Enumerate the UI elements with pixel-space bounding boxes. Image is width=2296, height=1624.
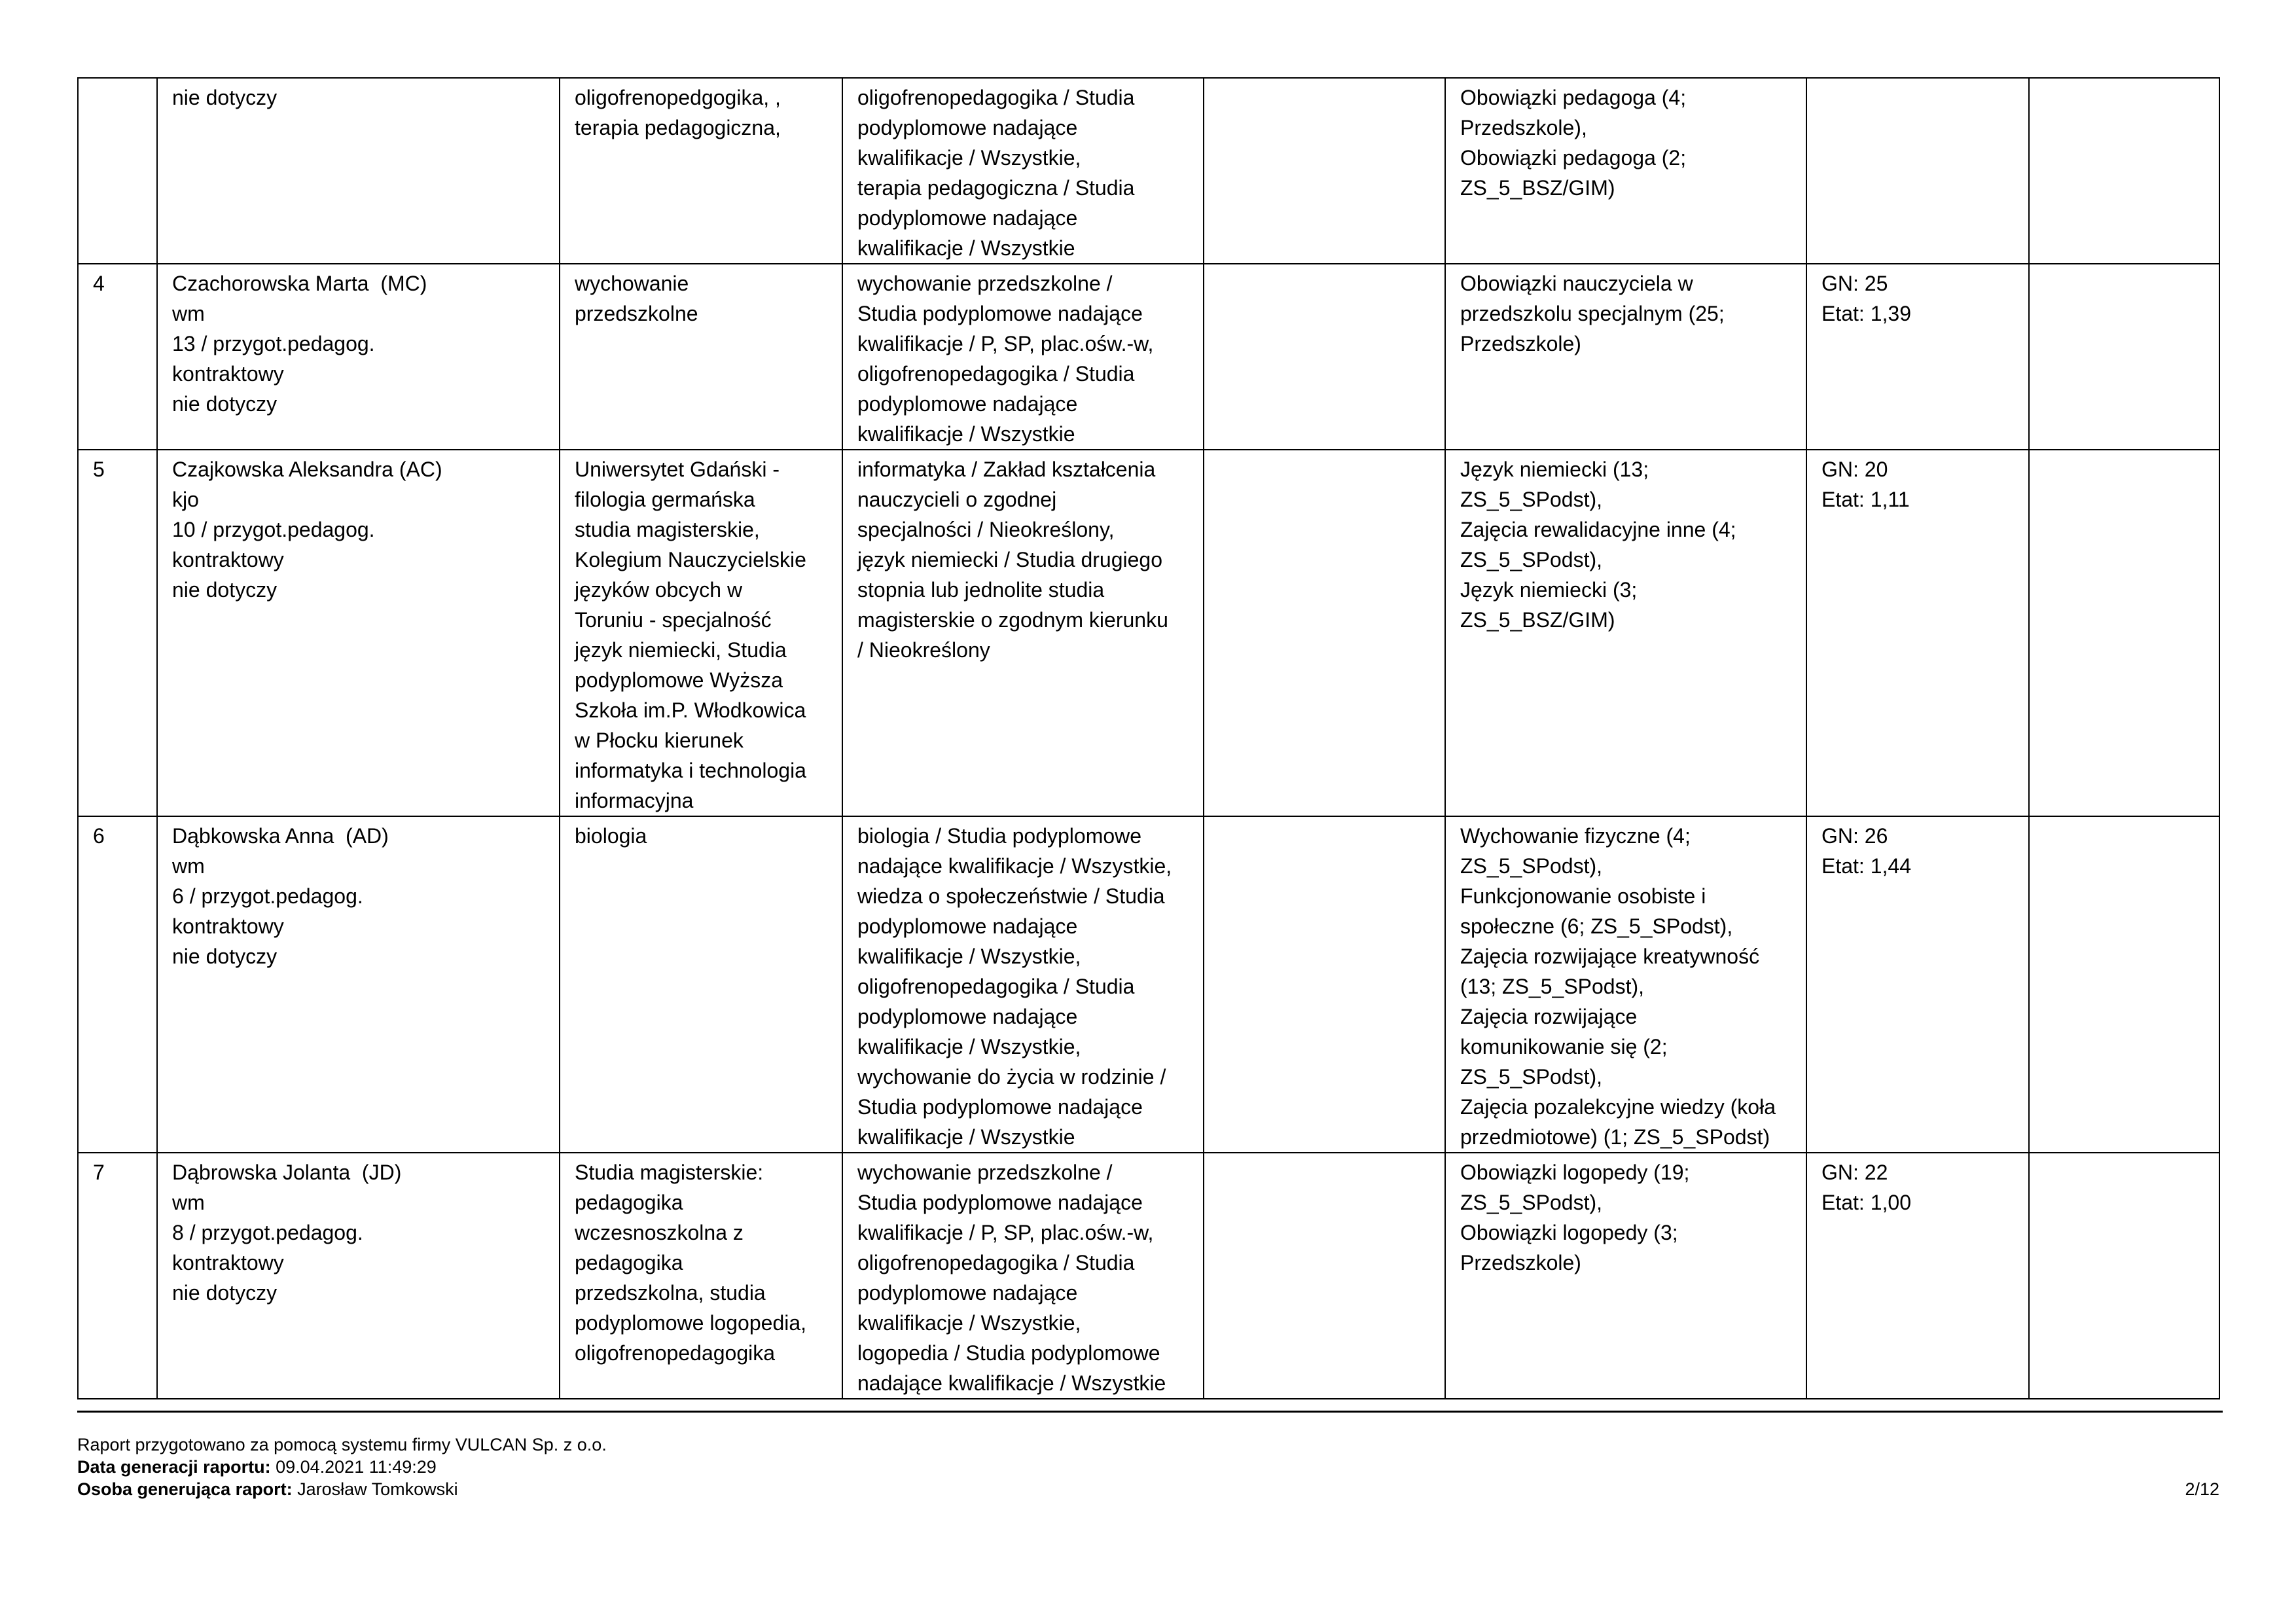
cell-number: [78, 1153, 157, 1399]
cell-number: [78, 78, 157, 264]
cell-hours: [1806, 264, 2029, 450]
cell-line: Dąbrowska Jolanta (JD): [172, 1161, 402, 1184]
cell-line: język niemiecki / Studia drugiego: [857, 548, 1163, 571]
cell-line: podyplomowe logopedia,: [575, 1311, 807, 1335]
cell-empty: [2029, 264, 2219, 450]
cell-line: kwalifikacje / Wszystkie,: [857, 146, 1081, 170]
table-body: [78, 78, 2219, 1399]
cell-line: oligofrenopedgogika, ,: [575, 86, 781, 109]
cell-empty: [2029, 450, 2219, 816]
cell-line: Obowiązki logopedy (19;: [1460, 1161, 1690, 1184]
cell-line: Szkoła im.P. Włodkowica: [575, 698, 806, 722]
cell-line: podyplomowe nadające: [857, 116, 1078, 139]
cell-line: Uniwersytet Gdański -: [575, 458, 780, 481]
cell-empty: [2029, 816, 2219, 1153]
cell-line: wychowanie: [575, 272, 689, 295]
cell-line: kwalifikacje / P, SP, plac.ośw.-w,: [857, 1221, 1154, 1244]
cell-hours: [1806, 450, 2029, 816]
cell-line: 10 / przygot.pedagog.: [172, 518, 375, 541]
cell-line: wm: [172, 1191, 205, 1214]
cell-line: informatyka i technologia: [575, 759, 806, 782]
cell-line: wychowanie przedszkolne /: [857, 272, 1113, 295]
cell-line: podyplomowe nadające: [857, 914, 1078, 938]
cell-line: przedmiotowe) (1; ZS_5_SPodst): [1460, 1125, 1770, 1149]
cell-line: Zajęcia rozwijające kreatywność: [1460, 945, 1760, 968]
table-row: [78, 1153, 2219, 1399]
cell-line: kontraktowy: [172, 362, 284, 386]
cell-line: 13 / przygot.pedagog.: [172, 332, 375, 355]
cell-qualifications: [842, 78, 1204, 264]
cell-line: Etat: 1,11: [1821, 488, 1910, 511]
report-footer: [77, 1434, 607, 1500]
footer-person-label: Osoba generująca raport:: [77, 1479, 293, 1499]
cell-line: wm: [172, 302, 205, 325]
cell-line: Obowiązki pedagoga (2;: [1460, 146, 1687, 170]
cell-line: komunikowanie się (2;: [1460, 1035, 1668, 1058]
cell-line: kwalifikacje / Wszystkie,: [857, 1311, 1081, 1335]
cell-line: Przedszkole): [1460, 1251, 1581, 1274]
cell-line: wychowanie przedszkolne /: [857, 1161, 1113, 1184]
cell-qualifications: [842, 450, 1204, 816]
cell-line: Studia podyplomowe nadające: [857, 1095, 1143, 1119]
cell-line: studia magisterskie,: [575, 518, 760, 541]
cell-teacher: [157, 264, 560, 450]
cell-line: 6 / przygot.pedagog.: [172, 884, 363, 908]
cell-line: GN: 20: [1821, 458, 1888, 481]
cell-line: podyplomowe nadające: [857, 1005, 1078, 1028]
cell-line: Obowiązki pedagoga (4;: [1460, 86, 1687, 109]
cell-line: ZS_5_BSZ/GIM): [1460, 608, 1615, 632]
cell-line: oligofrenopedagogika / Studia: [857, 1251, 1135, 1274]
cell-line: oligofrenopedagogika / Studia: [857, 362, 1135, 386]
cell-line: informatyka / Zakład kształcenia: [857, 458, 1156, 481]
footer-person-line: [77, 1478, 607, 1500]
cell-line: podyplomowe nadające: [857, 206, 1078, 230]
cell-line: nie dotyczy: [172, 86, 278, 109]
cell-line: ZS_5_SPodst),: [1460, 1191, 1602, 1214]
cell-line: GN: 26: [1821, 824, 1888, 848]
cell-line: Zajęcia pozalekcyjne wiedzy (koła: [1460, 1095, 1776, 1119]
cell-empty: [1204, 78, 1445, 264]
cell-line: kwalifikacje / Wszystkie: [857, 236, 1075, 260]
cell-line: filologia germańska: [575, 488, 755, 511]
table-row: [78, 450, 2219, 816]
cell-line: kwalifikacje / Wszystkie: [857, 1125, 1075, 1149]
cell-hours: [1806, 1153, 2029, 1399]
table-row: [78, 816, 2219, 1153]
cell-line: podyplomowe nadające: [857, 1281, 1078, 1305]
cell-line: przedszkolna, studia: [575, 1281, 766, 1305]
cell-line: Obowiązki logopedy (3;: [1460, 1221, 1678, 1244]
cell-line: ZS_5_SPodst),: [1460, 854, 1602, 878]
cell-education: [560, 78, 842, 264]
cell-line: nie dotyczy: [172, 578, 278, 602]
cell-teacher: [157, 450, 560, 816]
cell-line: kwalifikacje / P, SP, plac.ośw.-w,: [857, 332, 1154, 355]
cell-line: nadające kwalifikacje / Wszystkie,: [857, 854, 1172, 878]
cell-line: Studia magisterskie:: [575, 1161, 764, 1184]
cell-empty: [1204, 816, 1445, 1153]
cell-duties: [1445, 78, 1806, 264]
cell-line: Język niemiecki (3;: [1460, 578, 1638, 602]
cell-line: stopnia lub jednolite studia: [857, 578, 1105, 602]
row-number: 6: [93, 824, 105, 848]
footer-date-value: 09.04.2021 11:49:29: [270, 1457, 437, 1477]
cell-line: Czachorowska Marta (MC): [172, 272, 427, 295]
cell-line: ZS_5_SPodst),: [1460, 548, 1602, 571]
cell-hours: [1806, 78, 2029, 264]
cell-line: Dąbkowska Anna (AD): [172, 824, 389, 848]
cell-line: pedagogika: [575, 1251, 683, 1274]
cell-line: 8 / przygot.pedagog.: [172, 1221, 363, 1244]
cell-line: nie dotyczy: [172, 392, 278, 416]
cell-number: [78, 816, 157, 1153]
cell-line: Obowiązki nauczyciela w: [1460, 272, 1693, 295]
cell-empty: [2029, 78, 2219, 264]
cell-number: [78, 450, 157, 816]
cell-line: Etat: 1,39: [1821, 302, 1911, 325]
cell-line: (13; ZS_5_SPodst),: [1460, 975, 1645, 998]
report-table: [77, 77, 2220, 1399]
cell-teacher: [157, 1153, 560, 1399]
cell-line: nadające kwalifikacje / Wszystkie: [857, 1371, 1166, 1395]
cell-line: Zajęcia rozwijające: [1460, 1005, 1638, 1028]
cell-line: specjalności / Nieokreślony,: [857, 518, 1115, 541]
cell-qualifications: [842, 816, 1204, 1153]
cell-duties: [1445, 450, 1806, 816]
cell-education: [560, 1153, 842, 1399]
cell-line: kontraktowy: [172, 548, 284, 571]
cell-line: społeczne (6; ZS_5_SPodst),: [1460, 914, 1733, 938]
cell-qualifications: [842, 1153, 1204, 1399]
row-number: 7: [93, 1161, 105, 1184]
footer-rule: [77, 1411, 2223, 1413]
cell-line: kwalifikacje / Wszystkie,: [857, 945, 1081, 968]
cell-line: pedagogika: [575, 1191, 683, 1214]
cell-line: Kolegium Nauczycielskie: [575, 548, 806, 571]
row-number: 5: [93, 458, 105, 481]
cell-line: Toruniu - specjalność: [575, 608, 772, 632]
footer-person-value: Jarosław Tomkowski: [292, 1479, 458, 1499]
cell-line: język niemiecki, Studia: [575, 638, 787, 662]
cell-education: [560, 816, 842, 1153]
cell-line: biologia: [575, 824, 647, 848]
cell-line: Przedszkole): [1460, 332, 1581, 355]
cell-line: Studia podyplomowe nadające: [857, 302, 1143, 325]
cell-line: Czajkowska Aleksandra (AC): [172, 458, 442, 481]
footer-generated-by: Raport przygotowano za pomocą systemu firmy VULCAN Sp. z o.o.: [77, 1435, 607, 1454]
cell-line: w Płocku kierunek: [575, 729, 744, 752]
cell-teacher: [157, 78, 560, 264]
cell-line: oligofrenopedagogika: [575, 1341, 776, 1365]
cell-duties: [1445, 1153, 1806, 1399]
cell-line: GN: 22: [1821, 1161, 1888, 1184]
cell-line: nie dotyczy: [172, 945, 278, 968]
page-number: 2/12: [2185, 1479, 2219, 1499]
cell-education: [560, 450, 842, 816]
cell-line: Przedszkole),: [1460, 116, 1587, 139]
footer-date-line: [77, 1456, 607, 1478]
cell-duties: [1445, 816, 1806, 1153]
cell-line: Funkcjonowanie osobiste i: [1460, 884, 1706, 908]
cell-line: informacyjna: [575, 789, 694, 812]
cell-line: podyplomowe nadające: [857, 392, 1078, 416]
cell-line: Język niemiecki (13;: [1460, 458, 1649, 481]
row-number: 4: [93, 272, 105, 295]
cell-line: / Nieokreślony: [857, 638, 990, 662]
cell-line: Wychowanie fizyczne (4;: [1460, 824, 1691, 848]
cell-line: języków obcych w: [575, 578, 743, 602]
table-row: [78, 264, 2219, 450]
cell-line: terapia pedagogiczna / Studia: [857, 176, 1135, 200]
cell-line: GN: 25: [1821, 272, 1888, 295]
cell-line: terapia pedagogiczna,: [575, 116, 781, 139]
cell-empty: [1204, 450, 1445, 816]
cell-line: kontraktowy: [172, 1251, 284, 1274]
cell-line: ZS_5_SPodst),: [1460, 488, 1602, 511]
cell-line: magisterskie o zgodnym kierunku: [857, 608, 1168, 632]
cell-number: [78, 264, 157, 450]
cell-line: przedszkolu specjalnym (25;: [1460, 302, 1725, 325]
cell-line: Etat: 1,00: [1821, 1191, 1911, 1214]
cell-qualifications: [842, 264, 1204, 450]
cell-line: biologia / Studia podyplomowe: [857, 824, 1142, 848]
cell-hours: [1806, 816, 2029, 1153]
cell-duties: [1445, 264, 1806, 450]
cell-line: kwalifikacje / Wszystkie: [857, 422, 1075, 446]
cell-line: oligofrenopedagogika / Studia: [857, 975, 1135, 998]
cell-line: Studia podyplomowe nadające: [857, 1191, 1143, 1214]
cell-line: kwalifikacje / Wszystkie,: [857, 1035, 1081, 1058]
cell-line: nauczycieli o zgodnej: [857, 488, 1057, 511]
cell-teacher: [157, 816, 560, 1153]
cell-line: nie dotyczy: [172, 1281, 278, 1305]
cell-line: logopedia / Studia podyplomowe: [857, 1341, 1160, 1365]
cell-education: [560, 264, 842, 450]
cell-line: kjo: [172, 488, 199, 511]
cell-line: wm: [172, 854, 205, 878]
cell-line: ZS_5_SPodst),: [1460, 1065, 1602, 1089]
cell-line: Etat: 1,44: [1821, 854, 1911, 878]
cell-line: oligofrenopedagogika / Studia: [857, 86, 1135, 109]
cell-line: wiedza o społeczeństwie / Studia: [857, 884, 1165, 908]
cell-empty: [2029, 1153, 2219, 1399]
cell-line: kontraktowy: [172, 914, 284, 938]
footer-date-label: Data generacji raportu:: [77, 1457, 271, 1477]
cell-line: podyplomowe Wyższa: [575, 668, 783, 692]
cell-line: wychowanie do życia w rodzinie /: [857, 1065, 1166, 1089]
table-row: [78, 78, 2219, 264]
cell-empty: [1204, 1153, 1445, 1399]
cell-line: ZS_5_BSZ/GIM): [1460, 176, 1615, 200]
cell-empty: [1204, 264, 1445, 450]
cell-line: wczesnoszkolna z: [575, 1221, 744, 1244]
cell-line: Zajęcia rewalidacyjne inne (4;: [1460, 518, 1736, 541]
cell-line: przedszkolne: [575, 302, 698, 325]
